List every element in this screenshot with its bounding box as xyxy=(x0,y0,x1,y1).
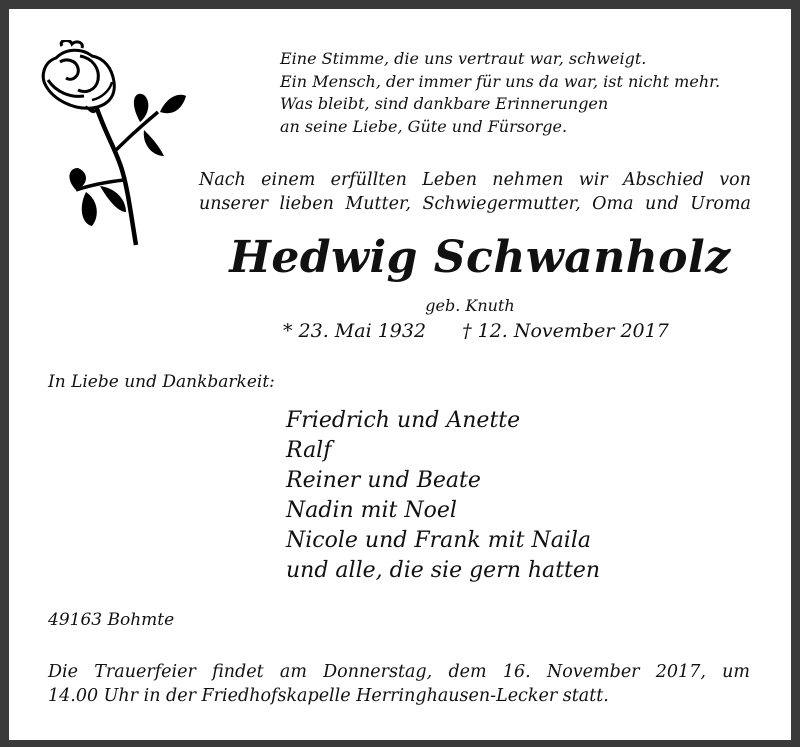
poem xyxy=(280,48,770,138)
place: 49163 Bohmte xyxy=(48,610,175,630)
thanks-line: In Liebe und Dankbarkeit: xyxy=(48,372,275,392)
intro-line-1: Nach einem erfüllten Leben nehmen wir Abschied von xyxy=(199,170,751,190)
birth-date: * 23. Mai 1932 xyxy=(283,320,427,342)
poem-line: Was bleibt, sind dankbare Erinnerungen xyxy=(280,94,609,113)
mourners-list xyxy=(286,406,600,586)
mourner-entry: Friedrich und Anette xyxy=(286,408,521,433)
mourner-entry: und alle, die sie gern hatten xyxy=(286,558,601,583)
poem-line: an seine Liebe, Güte und Fürsorge. xyxy=(280,116,568,136)
service-line-1: Die Trauerfeier findet am Donnerstag, dem 16. November 2017, um xyxy=(48,662,750,682)
rose-icon xyxy=(36,40,192,250)
mourner-entry: Ralf xyxy=(286,438,332,463)
deceased-name: Hedwig Schwanholz xyxy=(229,232,731,283)
intro-line-2: unserer lieben Mutter, Schwiegermutter, Oma und Uroma xyxy=(199,194,751,214)
farewell-intro xyxy=(199,168,751,216)
service-info xyxy=(48,660,750,708)
mourner-entry: Nicole und Frank mit Naila xyxy=(286,528,591,553)
maiden-name: geb. Knuth xyxy=(425,296,515,315)
mourner-entry: Nadin mit Noel xyxy=(286,498,457,523)
death-date: † 12. November 2017 xyxy=(462,320,669,342)
life-dates xyxy=(283,320,683,342)
poem-line: Eine Stimme, die uns vertraut war, schweigt. xyxy=(280,49,647,68)
mourner-entry: Reiner und Beate xyxy=(286,468,481,493)
poem-line: Ein Mensch, der immer für uns da war, ist nicht mehr. xyxy=(280,71,721,91)
service-line-2: 14.00 Uhr in der Friedhofskapelle Herringhausen-Lecker statt. xyxy=(48,686,609,706)
